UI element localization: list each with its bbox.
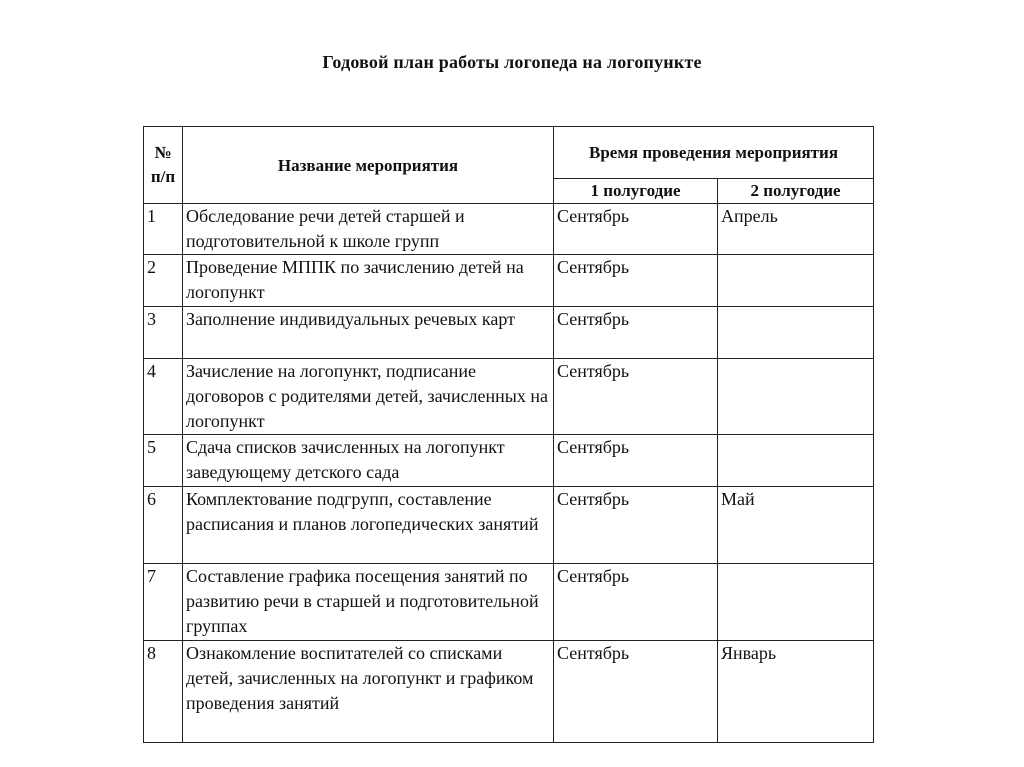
row-event-name: Ознакомление воспитателей со списками детей, зачисленных на логопункт и графиком проведения занятий: [183, 641, 554, 743]
page-title: Годовой план работы логопеда на логопункте: [322, 52, 702, 72]
row-number: 7: [144, 564, 183, 641]
table-row: [144, 307, 874, 359]
table-row: [144, 435, 874, 487]
header-event-name: Название мероприятия: [183, 127, 554, 204]
row-half-year-2: Январь: [718, 641, 874, 743]
row-event-name: Сдача списков зачисленных на логопункт заведующему детского сада: [183, 435, 554, 487]
row-half-year-1: Сентябрь: [554, 641, 718, 743]
header-number: № п/п: [144, 127, 183, 204]
row-half-year-1: Сентябрь: [554, 255, 718, 307]
row-number: 8: [144, 641, 183, 743]
row-number: 3: [144, 307, 183, 359]
row-half-year-2: [718, 359, 874, 435]
row-half-year-1: Сентябрь: [554, 487, 718, 564]
row-half-year-2: Апрель: [718, 204, 874, 255]
row-half-year-2: Май: [718, 487, 874, 564]
row-half-year-1: Сентябрь: [554, 435, 718, 487]
row-half-year-2: [718, 435, 874, 487]
table-row: [144, 255, 874, 307]
table-row: [144, 564, 874, 641]
row-number: 5: [144, 435, 183, 487]
row-event-name: Заполнение индивидуальных речевых карт: [183, 307, 554, 359]
row-number: 1: [144, 204, 183, 255]
table-row: [144, 204, 874, 255]
row-event-name: Проведение МППК по зачислению детей на логопункт: [183, 255, 554, 307]
table-row: [144, 487, 874, 564]
annual-plan-table: [143, 126, 874, 743]
row-event-name: Составление графика посещения занятий по развитию речи в старшей и подготовительной группах: [183, 564, 554, 641]
header-half-year-2: 2 полугодие: [718, 179, 874, 204]
row-half-year-1: Сентябрь: [554, 204, 718, 255]
row-half-year-2: [718, 307, 874, 359]
row-event-name: Обследование речи детей старшей и подготовительной к школе групп: [183, 204, 554, 255]
row-event-name: Комплектование подгрупп, составление расписания и планов логопедических занятий: [183, 487, 554, 564]
row-event-name: Зачисление на логопункт, подписание договоров с родителями детей, зачисленных на логопункт: [183, 359, 554, 435]
row-number: 4: [144, 359, 183, 435]
table-row: [144, 641, 874, 743]
row-half-year-1: Сентябрь: [554, 564, 718, 641]
row-half-year-1: Сентябрь: [554, 307, 718, 359]
header-event-time: Время проведения мероприятия: [554, 127, 874, 179]
row-number: 2: [144, 255, 183, 307]
header-half-year-1: 1 полугодие: [554, 179, 718, 204]
table-row: [144, 359, 874, 435]
row-half-year-1: Сентябрь: [554, 359, 718, 435]
table-header-row: [144, 127, 874, 179]
row-half-year-2: [718, 564, 874, 641]
row-number: 6: [144, 487, 183, 564]
row-half-year-2: [718, 255, 874, 307]
